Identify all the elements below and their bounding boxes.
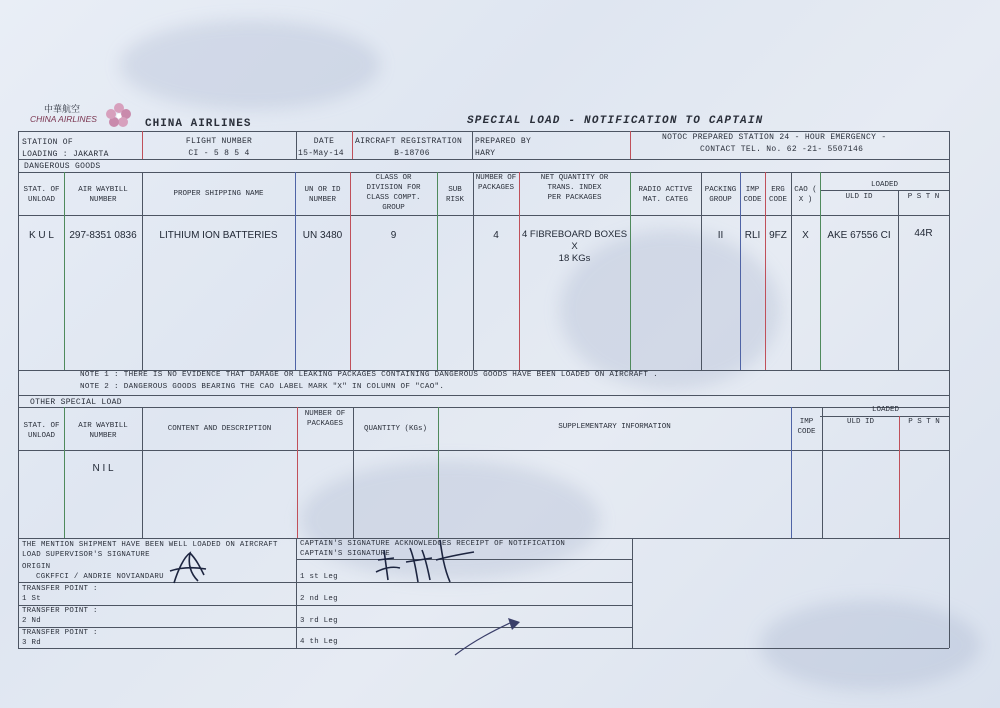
captain-acknowledge-label: CAPTAIN'S SIGNATURE ACKNOWLEDGES RECEIPT OF NOTIFICATION [300, 540, 566, 548]
dg-col-un-number: UN OR ID NUMBER [304, 186, 341, 204]
emergency-contact: CONTACT TEL. No. 62 -21- 5507146 [700, 145, 864, 154]
osl-col-uld-id: ULD ID [846, 418, 874, 426]
dg-pstn-value: 44R [914, 228, 933, 239]
ink-mark [450, 600, 530, 660]
osl-col-imp-code: IMP CODE [797, 418, 816, 436]
dg-col-sub-risk: SUB RISK [445, 186, 464, 204]
dg-stat-value: K U L [28, 230, 54, 241]
origin-value: CGKFFCI / ANDRIE NOVIANDARU [36, 573, 164, 581]
dg-net-quantity-line3: 18 KGs [558, 253, 591, 264]
prepared-by-value: HARY [475, 149, 496, 158]
loaded-statement: THE MENTION SHIPMENT HAVE BEEN WELL LOADED ON AIRCRAFT [22, 541, 278, 549]
transfer-point-2-value: 2 Nd [22, 617, 41, 625]
dangerous-goods-title: DANGEROUS GOODS [24, 162, 101, 171]
dg-col-imp-code: IMP CODE [743, 186, 762, 204]
dg-net-quantity-line2: X [571, 241, 578, 252]
date-value: 15-May-14 [298, 149, 344, 158]
leg-1-label: 1 st Leg [300, 573, 338, 581]
prepared-by-label: PREPARED BY [475, 137, 532, 146]
dg-col-stat-unload: STAT. OF UNLOAD [23, 186, 60, 204]
flight-number-value: CI - 5 8 5 4 [188, 149, 250, 158]
date-label: DATE [313, 137, 335, 146]
dg-imp-value: RLI [744, 230, 761, 241]
transfer-point-2-label: TRANSFER POINT : [22, 607, 98, 615]
captain-signature-label: CAPTAIN'S SIGNATURE [300, 550, 390, 558]
dg-col-awb: AIR WAYBILL NUMBER [78, 186, 128, 204]
dg-col-cao: CAO ( X ) [794, 186, 817, 204]
form-title: SPECIAL LOAD - NOTIFICATION TO CAPTAIN [467, 115, 764, 127]
dg-awb-value: 297-8351 0836 [69, 230, 137, 241]
loading-station: LOADING : JAKARTA [22, 150, 109, 159]
osl-col-supplementary: SUPPLEMENTARY INFORMATION [558, 423, 671, 431]
dg-net-quantity-line1: 4 FIBREBOARD BOXES [521, 229, 628, 240]
dg-col-pstn: P S T N [907, 193, 940, 201]
transfer-point-3-label: TRANSFER POINT : [22, 629, 98, 637]
osl-col-pstn: P S T N [908, 418, 940, 426]
captain-signature [370, 530, 480, 590]
osl-col-packages: NUMBER OF PACKAGES [304, 410, 346, 428]
osl-col-loaded: LOADED [871, 406, 899, 414]
osl-nil-value: N I L [92, 463, 114, 474]
airline-logo [30, 102, 130, 132]
osl-col-stat-unload: STAT. OF UNLOAD [23, 422, 60, 440]
plum-blossom-icon [106, 102, 132, 130]
station-label: STATION OF [22, 138, 74, 147]
dg-col-radio-active: RADIO ACTIVE MAT. CATEG [638, 186, 693, 204]
transfer-point-1-label: TRANSFER POINT : [22, 585, 98, 593]
leg-4-label: 4 th Leg [300, 638, 338, 646]
load-supervisor-signature [160, 545, 220, 590]
dg-col-uld-id: ULD ID [845, 193, 873, 201]
aircraft-registration-value: B-18706 [394, 149, 430, 158]
dg-col-shipping-name: PROPER SHIPPING NAME [173, 190, 264, 198]
logo-english-text: CHINA AIRLINES [30, 114, 97, 124]
transfer-point-1-value: 1 St [22, 595, 41, 603]
osl-col-awb: AIR WAYBILL NUMBER [78, 422, 128, 440]
logo-chinese-text: 中華航空 [44, 104, 81, 114]
dg-un-value: UN 3480 [302, 230, 343, 241]
osl-col-content: CONTENT AND DESCRIPTION [167, 425, 272, 433]
note-2: NOTE 2 : DANGEROUS GOODS BEARING THE CAO LABEL MARK "X" IN COLUMN OF "CAO". [80, 383, 445, 391]
dg-col-net-quantity: NET QUANTITY OR TRANS. INDEX PER PACKAGES [540, 174, 609, 202]
dg-shipping-name-value: LITHIUM ION BATTERIES [159, 230, 278, 241]
dg-col-loaded: LOADED [870, 181, 898, 189]
notoc-line-1: NOTOC PREPARED STATION 24 - HOUR EMERGENCY - [662, 133, 887, 142]
origin-label: ORIGIN [22, 563, 51, 571]
company-name: CHINA AIRLINES [145, 118, 252, 130]
note-1: NOTE 1 : THERE IS NO EVIDENCE THAT DAMAGE OR LEAKING PACKAGES CONTAINING DANGEROUS GOODS HAVE BEEN LOADED ON AIRCRAFT . [80, 371, 658, 379]
leg-3-label: 3 rd Leg [300, 617, 338, 625]
flight-number-label: FLIGHT NUMBER [185, 137, 253, 146]
dg-packing-group-value: II [717, 230, 724, 241]
aircraft-registration-label: AIRCRAFT REGISTRATION [355, 137, 463, 146]
dg-col-packages: NUMBER OF PACKAGES [475, 174, 517, 192]
leg-2-label: 2 nd Leg [300, 595, 338, 603]
dg-packages-value: 4 [493, 230, 499, 241]
transfer-point-3-value: 3 Rd [22, 639, 41, 647]
dg-cao-value: X [802, 230, 809, 241]
dg-erg-value: 9FZ [769, 230, 787, 241]
dg-uld-value: AKE 67556 CI [827, 230, 891, 241]
dg-col-packing-group: PACKING GROUP [704, 186, 737, 204]
other-special-load-title: OTHER SPECIAL LOAD [30, 398, 122, 407]
load-supervisor-signature-label: LOAD SUPERVISOR'S SIGNATURE [22, 551, 150, 559]
dg-col-erg-code: ERG CODE [768, 186, 787, 204]
dg-class-value: 9 [390, 230, 397, 241]
osl-col-quantity: QUANTITY (KGs) [363, 425, 427, 433]
dg-col-class: CLASS OR DIVISION FOR CLASS COMPT. GROUP [366, 174, 421, 212]
